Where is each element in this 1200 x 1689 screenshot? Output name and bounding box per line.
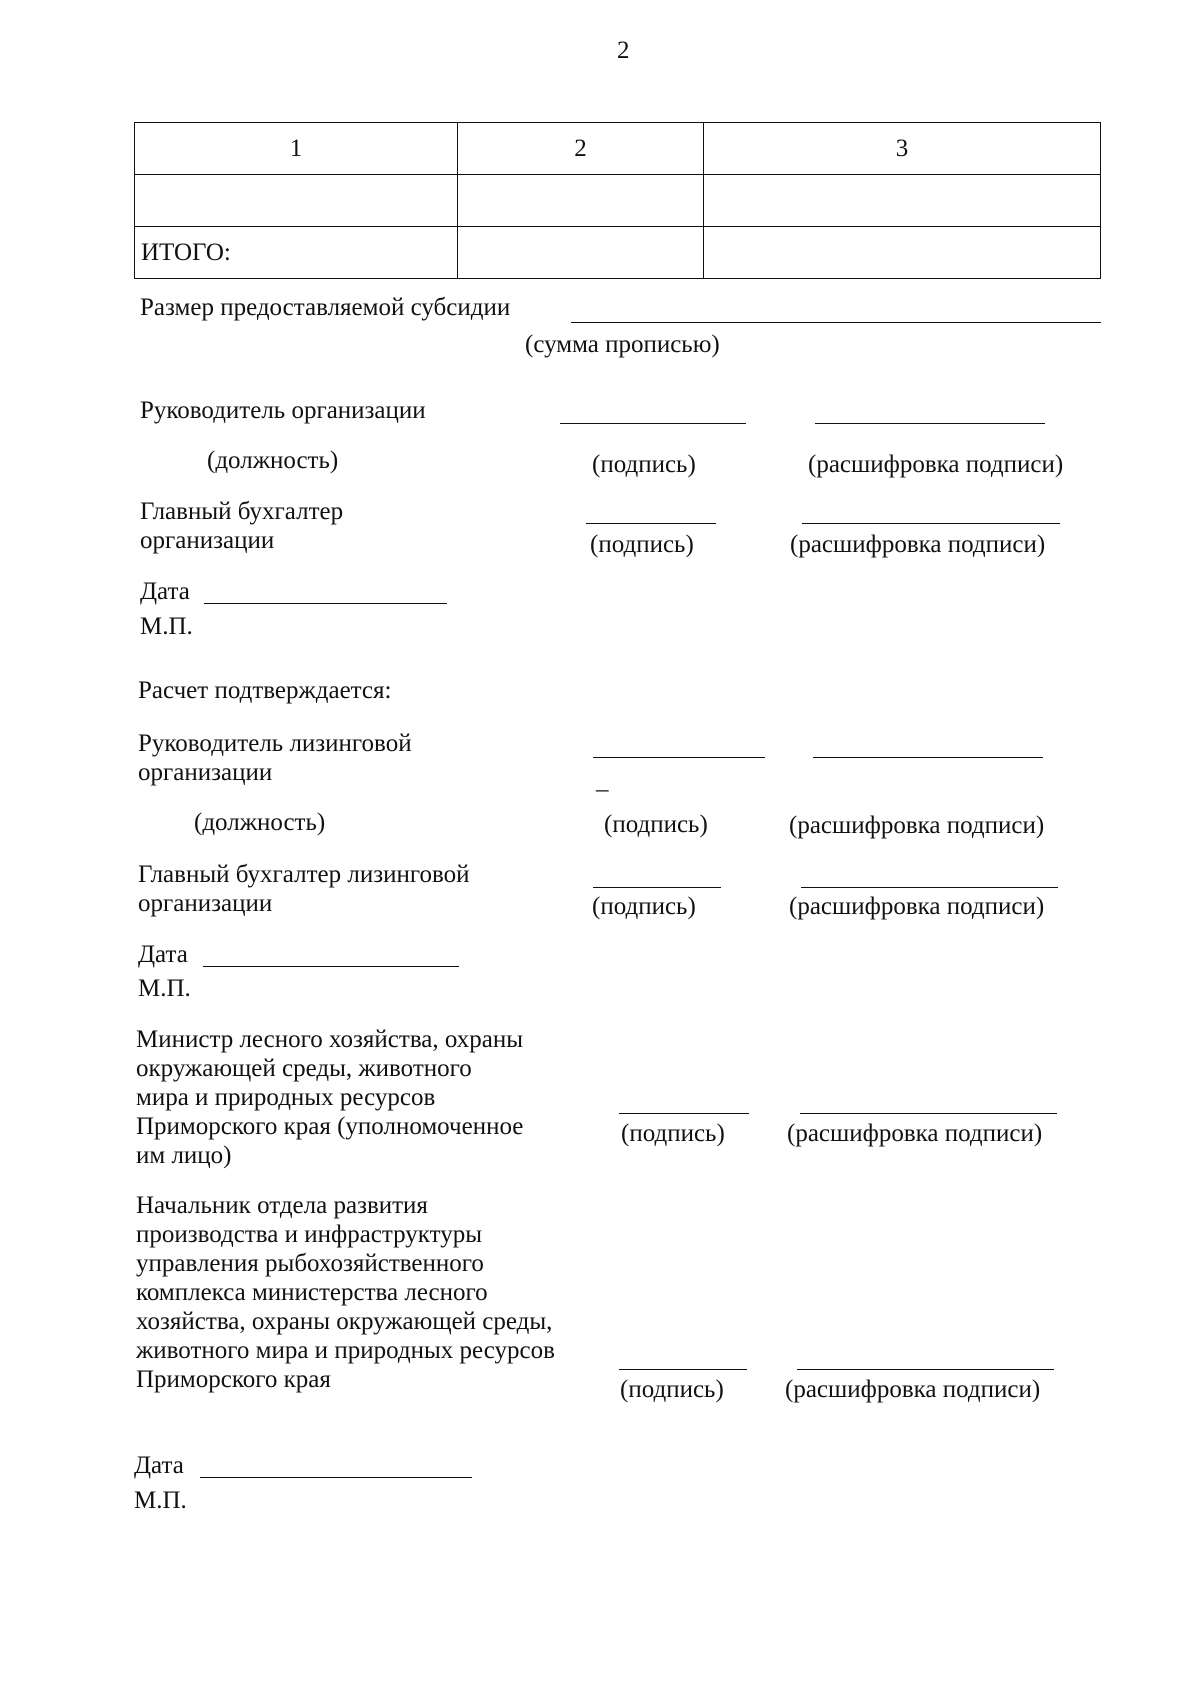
leasing-accountant-signature-line[interactable]: [593, 887, 721, 888]
minister-decode-line[interactable]: [800, 1113, 1057, 1114]
org-signature-hint: (подпись): [592, 451, 696, 478]
department-decode-hint: (расшифровка подписи): [785, 1376, 1041, 1403]
leasing-dash: _: [596, 767, 609, 794]
table-cell[interactable]: [135, 175, 458, 227]
subsidy-label: Размер предоставляемой субсидии: [140, 294, 511, 321]
org-accountant-signature-hint: (подпись): [590, 531, 694, 558]
minister-signature-hint: (подпись): [621, 1120, 725, 1147]
leasing-accountant-decode-hint: (расшифровка подписи): [789, 893, 1045, 920]
leasing-accountant-label: Главный бухгалтер лизинговой организации: [138, 861, 470, 917]
org-date-line[interactable]: [204, 603, 447, 604]
table-cell[interactable]: [458, 175, 704, 227]
leasing-accountant-signature-hint: (подпись): [592, 893, 696, 920]
org-head-decode-line[interactable]: [815, 423, 1045, 424]
department-decode-line[interactable]: [797, 1369, 1054, 1370]
leasing-date-label: Дата: [138, 941, 188, 968]
department-date-line[interactable]: [200, 1477, 472, 1478]
department-label: Начальник отдела развития производства и инфраструктуры управления рыбохозяйственного комплекса министерства лесного хозяйства, охраны окружающей среды, животного мира и природных ресурсов Приморского края: [136, 1192, 555, 1393]
minister-signature-line[interactable]: [619, 1113, 749, 1114]
leasing-signature-hint: (подпись): [604, 811, 708, 838]
org-accountant-decode-line[interactable]: [802, 523, 1060, 524]
leasing-date-line[interactable]: [203, 966, 459, 967]
org-stamp-label: М.П.: [140, 613, 193, 640]
leasing-accountant-decode-line[interactable]: [801, 887, 1058, 888]
table-total-row: [135, 227, 1101, 279]
org-head-label: Руководитель организации: [140, 397, 426, 424]
subsidy-table: [134, 122, 1101, 279]
org-head-signature-line[interactable]: [560, 423, 746, 424]
subsidy-hint: (сумма прописью): [525, 331, 720, 358]
page-number: 2: [617, 37, 630, 64]
total-label: ИТОГО:: [135, 227, 458, 279]
department-signature-line[interactable]: [619, 1369, 747, 1370]
leasing-decode-hint: (расшифровка подписи): [789, 812, 1045, 839]
table-header-cell: 1: [135, 123, 458, 175]
department-stamp-label: М.П.: [134, 1487, 187, 1514]
org-position-hint: (должность): [207, 447, 339, 474]
leasing-head-signature-line[interactable]: [593, 757, 765, 758]
leasing-head-decode-line[interactable]: [813, 757, 1043, 758]
table-cell[interactable]: [704, 175, 1101, 227]
table-header-cell: 2: [458, 123, 704, 175]
table-row: [135, 175, 1101, 227]
org-accountant-decode-hint: (расшифровка подписи): [790, 531, 1046, 558]
table-header-cell: 3: [704, 123, 1101, 175]
leasing-position-hint: (должность): [194, 809, 326, 836]
leasing-head-label: Руководитель лизинговой организации: [138, 730, 412, 786]
confirm-label: Расчет подтверждается:: [138, 677, 392, 704]
leasing-stamp-label: М.П.: [138, 975, 191, 1002]
table-header-row: [135, 123, 1101, 175]
org-date-label: Дата: [140, 578, 190, 605]
org-accountant-signature-line[interactable]: [586, 523, 716, 524]
department-date-label: Дата: [134, 1452, 184, 1479]
org-accountant-label: Главный бухгалтер организации: [140, 498, 344, 554]
department-signature-hint: (подпись): [620, 1376, 724, 1403]
total-cell[interactable]: [458, 227, 704, 279]
subsidy-amount-line[interactable]: [571, 322, 1101, 323]
org-decode-hint: (расшифровка подписи): [808, 451, 1064, 478]
minister-decode-hint: (расшифровка подписи): [787, 1120, 1043, 1147]
total-cell[interactable]: [704, 227, 1101, 279]
minister-label: Министр лесного хозяйства, охраны окружающей среды, животного мира и природных ресурсов Приморского края (уполномоченное им лицо): [136, 1026, 524, 1169]
